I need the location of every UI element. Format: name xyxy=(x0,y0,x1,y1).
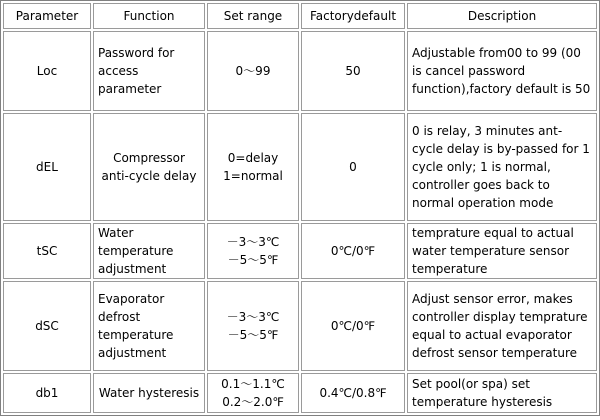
header-function: Function xyxy=(93,3,205,29)
set-range-line: 0=delay xyxy=(227,151,279,165)
function-cell: Water hysteresis xyxy=(93,373,205,413)
header-factory-default: Factorydefault xyxy=(301,3,405,29)
set-range-line: 0.2～2.0℉ xyxy=(222,395,284,409)
default-cell: 50 xyxy=(301,31,405,111)
table-row xyxy=(3,281,597,371)
set-range-line: －5～5℉ xyxy=(227,328,279,342)
description-cell: Set pool(or spa) set temperature hysteresis xyxy=(407,373,597,413)
function-cell: Water temperature adjustment xyxy=(93,223,205,279)
set-range-cell xyxy=(207,373,299,413)
header-set-range: Set range xyxy=(207,3,299,29)
function-cell: Evaporator defrost temperature adjustment xyxy=(93,281,205,371)
parameter-cell: dSC xyxy=(3,281,91,371)
set-range-line: 0～99 xyxy=(235,64,271,78)
description-cell: Adjustable from00 to 99 (00 is cancel password function),factory default is 50 xyxy=(407,31,597,111)
set-range-cell xyxy=(207,113,299,221)
set-range-cell xyxy=(207,281,299,371)
set-range-line: 1=normal xyxy=(223,169,283,183)
parameter-cell: tSC xyxy=(3,223,91,279)
header-description: Description xyxy=(407,3,597,29)
set-range-line: 0.1～1.1℃ xyxy=(221,377,285,391)
set-range-cell xyxy=(207,31,299,111)
set-range-line: －5～5℉ xyxy=(227,253,279,267)
header-parameter: Parameter xyxy=(3,3,91,29)
parameter-cell: dEL xyxy=(3,113,91,221)
set-range-line: －3～3℃ xyxy=(226,310,280,324)
description-cell: Adjust sensor error, makes controller display temprature equal to actual evaporator defrost sensor temperature xyxy=(407,281,597,371)
default-cell: 0℃/0℉ xyxy=(301,223,405,279)
parameter-cell: db1 xyxy=(3,373,91,413)
description-cell: temprature equal to actual water temperature sensor temperature xyxy=(407,223,597,279)
default-cell: 0℃/0℉ xyxy=(301,281,405,371)
table-row xyxy=(3,223,597,279)
table-row xyxy=(3,113,597,221)
parameter-cell: Loc xyxy=(3,31,91,111)
function-cell: Password for access parameter xyxy=(93,31,205,111)
function-cell: Compressor anti-cycle delay xyxy=(93,113,205,221)
default-cell: 0.4℃/0.8℉ xyxy=(301,373,405,413)
table-row xyxy=(3,373,597,413)
set-range-line: －3～3℃ xyxy=(226,235,280,249)
set-range-cell xyxy=(207,223,299,279)
description-cell: 0 is relay, 3 minutes ant-cycle delay is by-passed for 1 cycle only; 1 is normal, controller goes back to normal operation mode xyxy=(407,113,597,221)
table-row xyxy=(3,31,597,111)
header-row xyxy=(3,3,597,29)
default-cell: 0 xyxy=(301,113,405,221)
